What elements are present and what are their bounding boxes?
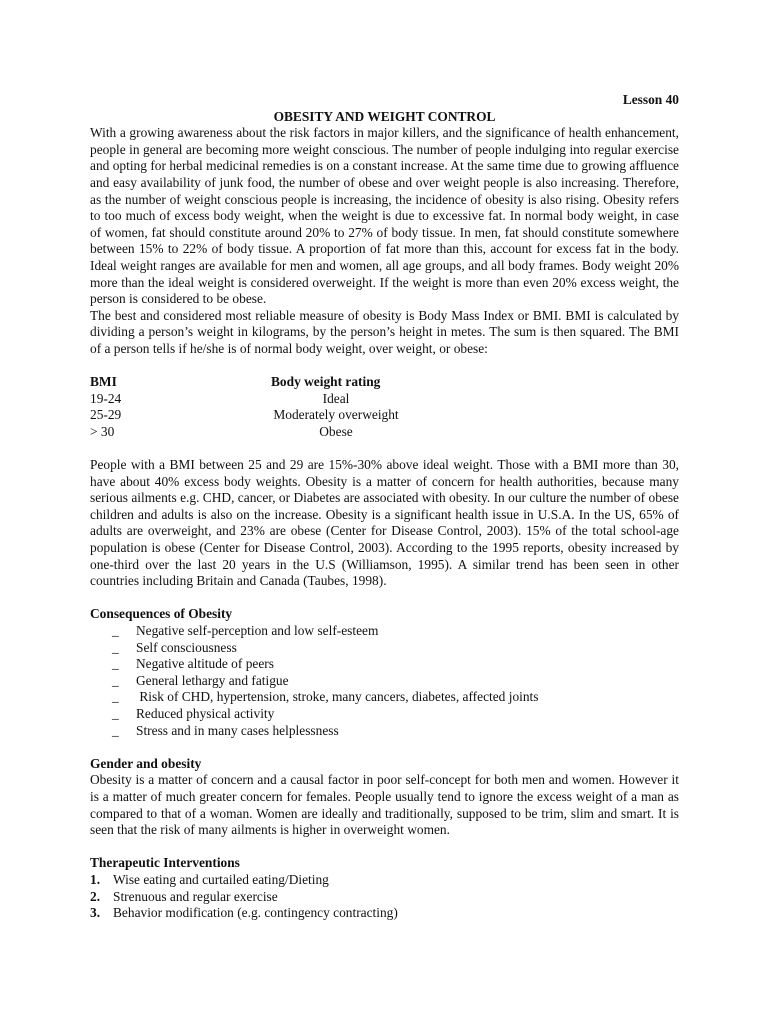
bmi-range-cell: 25-29 bbox=[90, 407, 122, 423]
list-number: 1. bbox=[90, 871, 101, 887]
bullet-marker: _ bbox=[112, 656, 119, 672]
list-item bbox=[90, 872, 679, 889]
list-number: 3. bbox=[90, 905, 101, 921]
list-item-text: Behavior modification (e.g. contingency contracting) bbox=[113, 905, 398, 921]
list-item bbox=[90, 723, 679, 740]
rating-cell: Moderately overweight bbox=[273, 407, 399, 423]
list-item bbox=[90, 640, 679, 657]
consequences-list bbox=[90, 623, 679, 739]
list-item bbox=[90, 656, 679, 673]
bullet-marker: _ bbox=[112, 705, 119, 721]
list-item-text: Strenuous and regular exercise bbox=[113, 888, 278, 904]
list-item bbox=[90, 623, 679, 640]
bullet-marker: _ bbox=[112, 623, 119, 638]
bmi-paragraph: The best and considered most reliable measure of obesity is Body Mass Index or BMI. BMI is calculated by dividing a person’s weight in kilograms, by the person’s height in metes. The sum is then squared. The BMI of a person tells if he/she is of normal body weight, over weight, or obese: bbox=[90, 307, 679, 356]
list-item-text: Reduced physical activity bbox=[136, 705, 275, 721]
document-page bbox=[90, 92, 679, 922]
consequences-heading: Consequences of Obesity bbox=[90, 606, 233, 622]
list-item-text: Risk of CHD, hypertension, stroke, many cancers, diabetes, affected joints bbox=[136, 689, 539, 705]
list-item bbox=[90, 905, 679, 922]
list-item-text: Self consciousness bbox=[136, 639, 237, 655]
bmi-table-row bbox=[90, 424, 679, 441]
therapy-heading: Therapeutic Interventions bbox=[90, 855, 240, 871]
lesson-label: Lesson 40 bbox=[622, 92, 679, 107]
bullet-marker: _ bbox=[112, 639, 119, 655]
bmi-table bbox=[90, 374, 679, 440]
bullet-marker: _ bbox=[112, 672, 119, 688]
bullet-marker: _ bbox=[112, 689, 119, 705]
list-number: 2. bbox=[90, 888, 101, 904]
list-item bbox=[90, 706, 679, 723]
list-item-text: Wise eating and curtailed eating/Dieting bbox=[113, 871, 329, 887]
list-item-text: Stress and in many cases helplessness bbox=[136, 722, 339, 738]
bmi-table-header bbox=[90, 374, 679, 391]
document-title: OBESITY AND WEIGHT CONTROL bbox=[273, 108, 496, 124]
bullet-marker: _ bbox=[112, 722, 119, 738]
list-item-text: General lethargy and fatigue bbox=[136, 672, 289, 688]
bmi-table-row bbox=[90, 407, 679, 424]
rating-cell: Obese bbox=[319, 423, 353, 439]
list-item bbox=[90, 889, 679, 906]
list-item-text: Negative altitude of peers bbox=[136, 656, 274, 672]
gender-paragraph: Obesity is a matter of concern and a causal factor in poor self-concept for both men and women. However it is a matter of much greater concern for females. People usually tend to ignore the excess weight of a man as compared to that of a woman. Women are ideally and traditionally, supposed to be trim, slim and smart. It is seen that the risk of many ailments is higher in overweight women. bbox=[90, 772, 679, 838]
bmi-column-header: BMI bbox=[90, 374, 117, 390]
list-item bbox=[90, 673, 679, 690]
intro-paragraph: With a growing awareness about the risk factors in major killers, and the significance of health enhancement, people in general are becoming more weight conscious. The number of people indulging into regular exercise and opting for herbal medicinal remedies is on a constant increase. At the same time due to growing affluence and easy availability of junk food, the number of obese and over weight people is also increasing. Therefore, as the number of weight conscious people is increasing, the incidence of obesity is also rising. Obesity refers to too much of excess body weight, when the weight is due to excessive fat. In normal body weight, in case of women, fat should constitute around 20% to 27% of body tissue. In men, fat should constitute somewhere between 15% to 22% of body tissue. A proportion of fat more than this, account for excess fat in the body. Ideal weight ranges are available for men and women, all age groups, and all body frames. Body weight 20% more than the ideal weight is considered overweight. If the weight is more than even 20% excess weight, the person is considered to be obese. bbox=[90, 125, 679, 307]
rating-cell: Ideal bbox=[322, 390, 350, 406]
list-item-text: Negative self-perception and low self-esteem bbox=[136, 623, 379, 638]
bmi-range-cell: 19-24 bbox=[90, 390, 122, 406]
gender-heading: Gender and obesity bbox=[90, 755, 202, 771]
bmi-table-row bbox=[90, 391, 679, 408]
prevalence-paragraph: People with a BMI between 25 and 29 are 15%-30% above ideal weight. Those with a BMI more than 30, have about 40% excess body weights. Obesity is a matter of concern for health authorities, because many serious ailments e.g. CHD, cancer, or Diabetes are associated with obesity. In our culture the number of obese children and adults is also on the increase. Obesity is a significant health issue in U.S.A. In the US, 65% of adults are overweight, and 23% are obese (Center for Disease Control, 2003). 15% of the total school-age population is obese (Center for Disease Control, 2003). According to the 1995 reports, obesity increased by one-third over the last 20 years in the U.S (Williamson, 1995). A similar trend has been seen in other countries including Britain and Canada (Taubes, 1998). bbox=[90, 457, 679, 589]
rating-column-header: Body weight rating bbox=[271, 374, 381, 390]
list-item bbox=[90, 689, 679, 706]
bmi-range-cell: > 30 bbox=[90, 423, 115, 439]
therapy-list bbox=[90, 872, 679, 922]
